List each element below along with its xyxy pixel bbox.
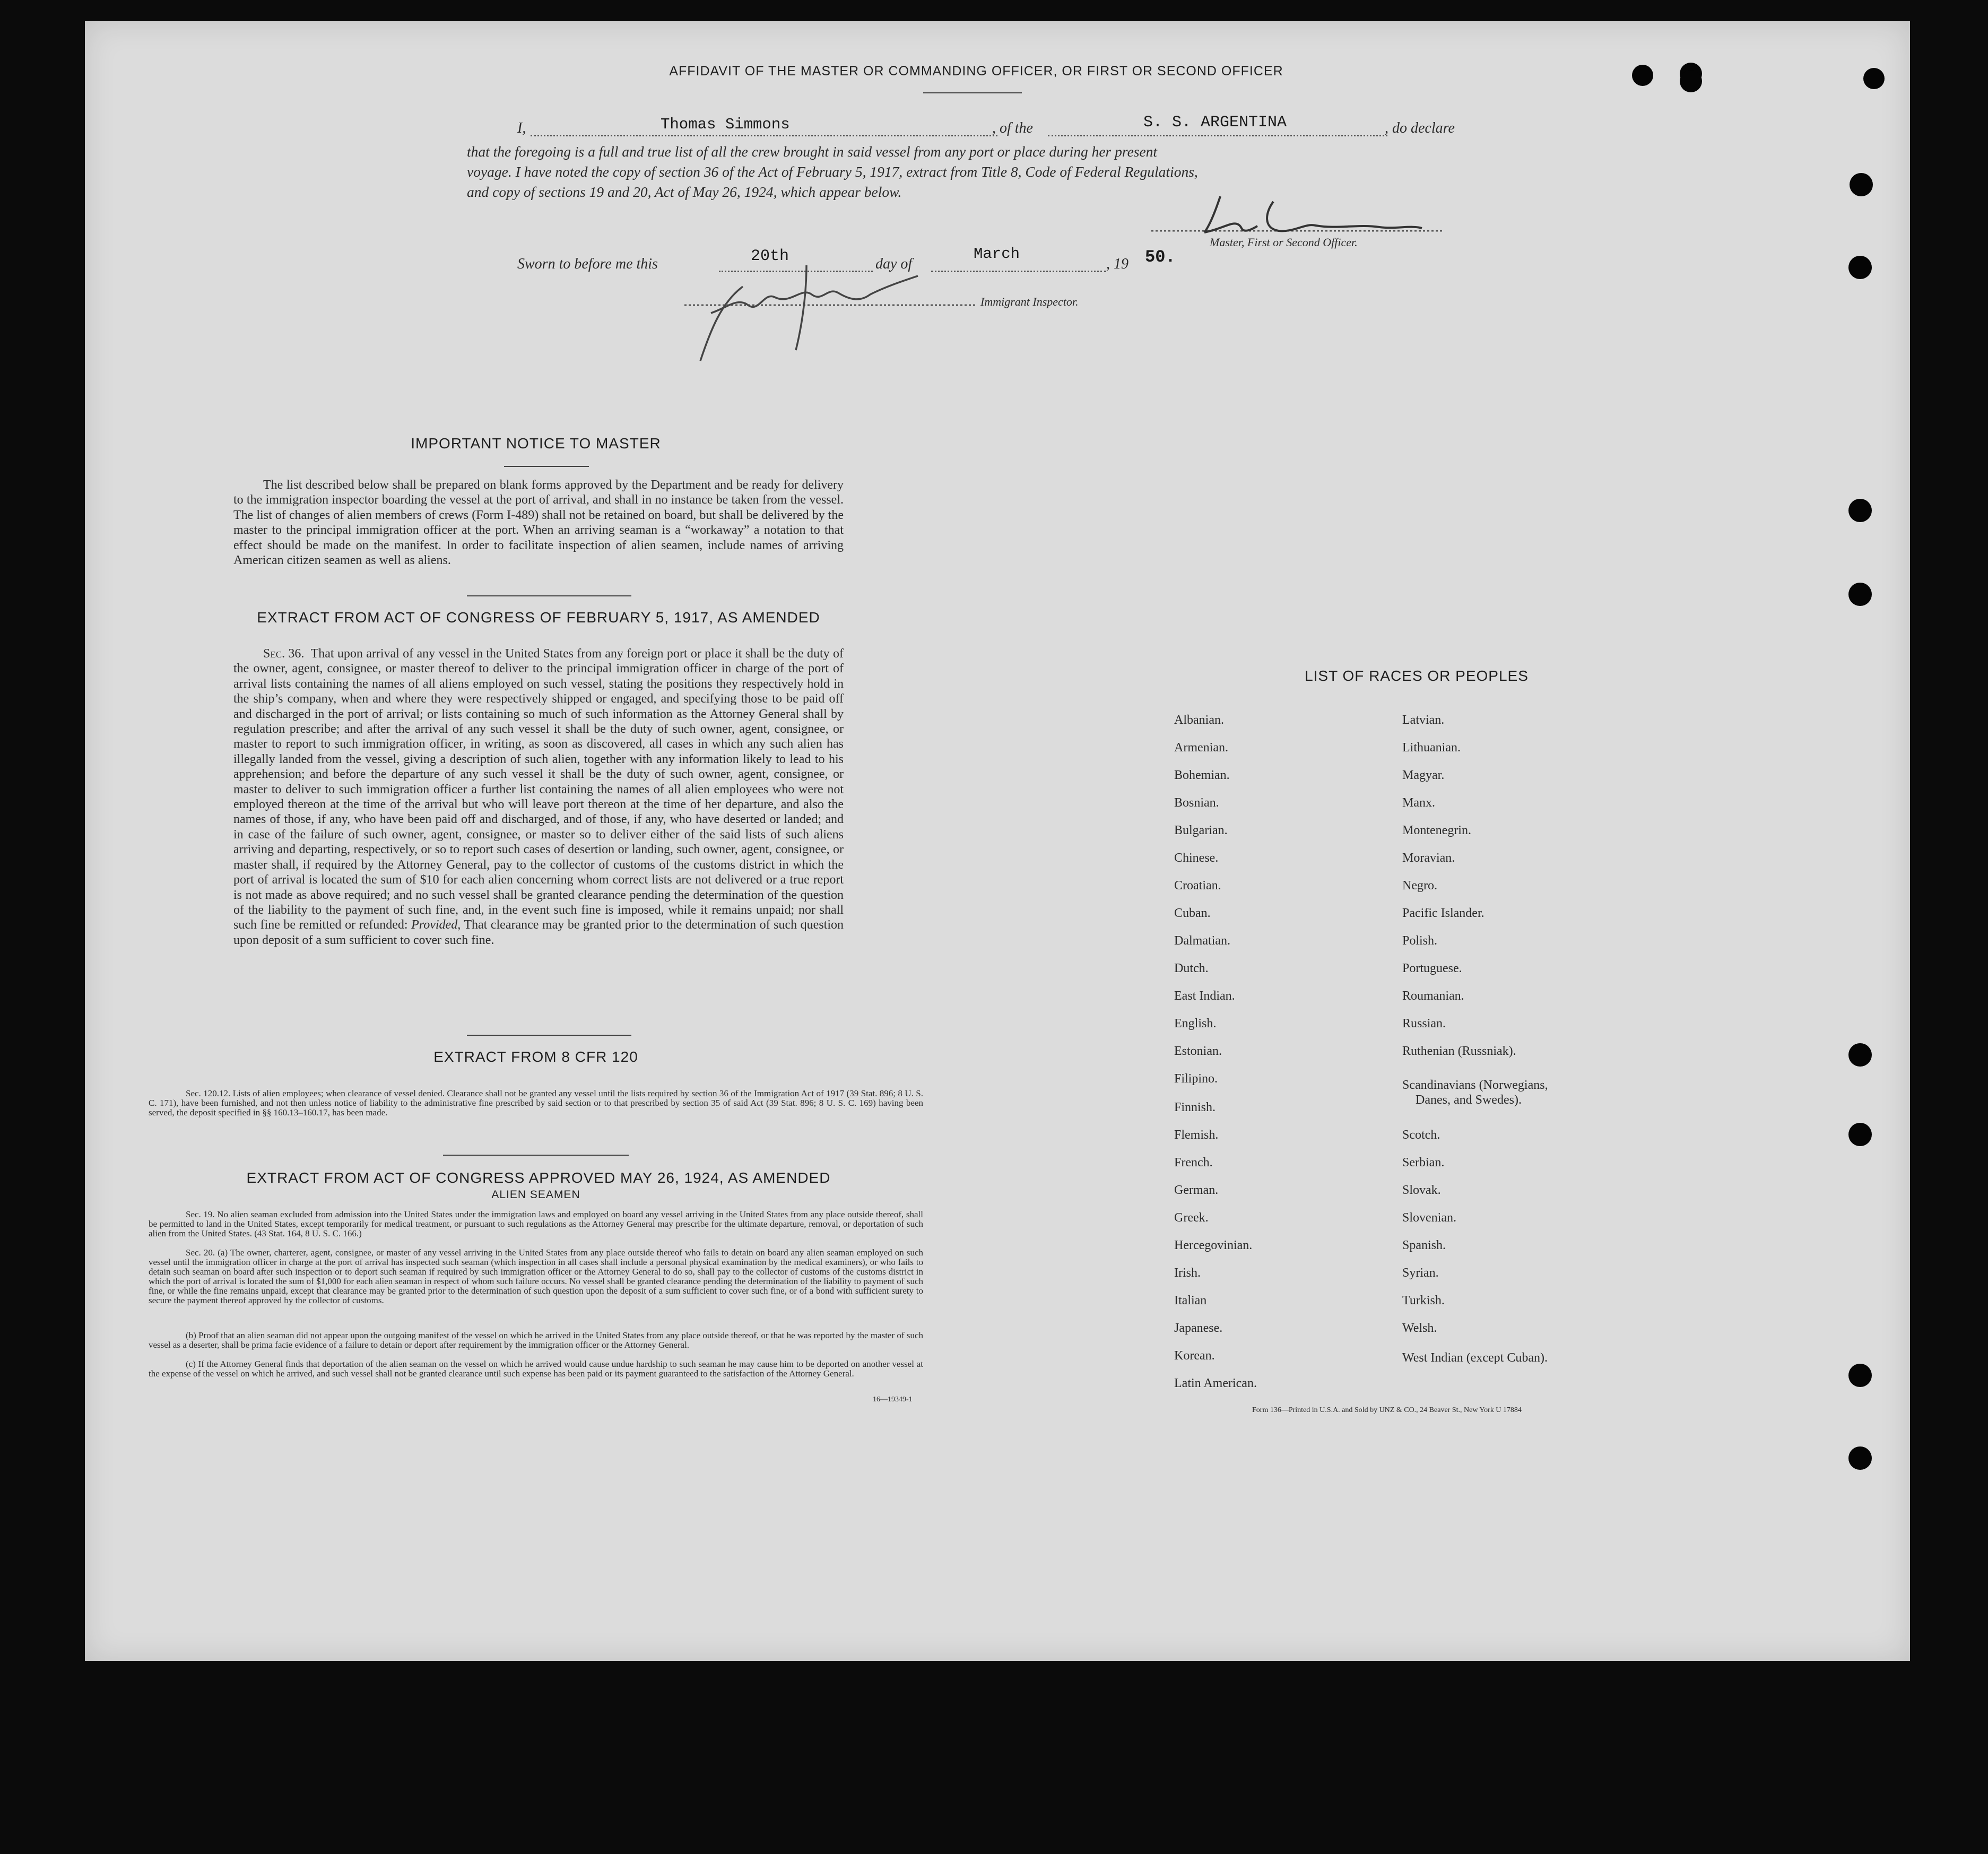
race-item: Latin American. (1174, 1376, 1257, 1390)
master-caption: Master, First or Second Officer. (1210, 236, 1358, 249)
notice-title: IMPORTANT NOTICE TO MASTER (411, 435, 661, 452)
race-item: Filipino. (1174, 1072, 1218, 1086)
day-of-label: day of (875, 256, 913, 272)
punch-hole-icon (1848, 1123, 1872, 1146)
race-item: Greek. (1174, 1211, 1209, 1225)
sworn-label: Sworn to before me this (517, 256, 658, 272)
punch-hole-icon (1848, 583, 1872, 606)
master-name: Thomas Simmons (661, 116, 790, 133)
statement-line-2: voyage. I have noted the copy of section 36 of the Act of February 5, 1917, extract from Title 8, Code of Federal Regulations, (467, 163, 1198, 180)
punch-hole-icon (1848, 1446, 1872, 1470)
sec-36-text: That upon arrival of any vessel in the United States from any foreign port or place it shall be the duty of the owner, agent, consignee, or master thereof to deliver to the principal immigration officer in charge of the port of arrival lists containing the names of all aliens employed on such vessel, stating the positions they respectively hold in the ship’s company, when and where they were respectively shipped or engaged, and specifying those to be paid off and discharged in the port of arrival; or lists containing so much of such information as the Attorney General shall by regulation prescribe; and after the arrival of any such vessel it shall be the duty of such owner, agent, consignee, or master to report to such immigration officer, in writing, as soon as discovered, all cases in which any such alien has illegally landed from the vessel, giving a description of such alien, together with any information likely to lead to his apprehension; and before the departure of any such vessel it shall be the duty of such owner, agent, consignee, or master to deliver to such immigration officer a further list containing the names of all alien employees who were not employed thereon at the time of the arrival but who will leave port thereon at the time of her departure, and also the names of those, if any, who have been paid off and discharged, and of those, if any, who have deserted or landed; and in case of the failure of such owner, agent, consignee, or master so to deliver either of the said lists of such aliens arriving and departing, respectively, or so to report such cases of desertion or landing, such owner, agent, consignee, or master shall, if required by the Attorney General, pay to the collector of customs of the customs district in which the port of arrival is located the sum of $10 for each alien concerning whom correct lists are not delivered or a true report is not made as above required; and no such vessel shall be granted clearance pending the determination of the question of the liability to the payment of such fine, and, in the event such fine is imposed, while it remains unpaid; nor shall such fine be remitted or refunded: (233, 647, 844, 932)
race-item: Flemish. (1174, 1128, 1219, 1142)
form-note: Form 136—Printed in U.S.A. and Sold by UNZ & CO., 24 Beaver St., New York U 17884 (1252, 1406, 1522, 1414)
title-underline (923, 92, 1022, 93)
race-item: Albanian. (1174, 713, 1224, 727)
inspector-signature (679, 244, 976, 371)
race-item: French. (1174, 1156, 1213, 1169)
punch-hole-icon (1850, 173, 1873, 196)
statement-line-3: and copy of sections 19 and 20, Act of May 26, 1924, which appear below. (467, 184, 902, 200)
races-title: LIST OF RACES OR PEOPLES (1305, 668, 1529, 684)
race-item: Danes, and Swedes). (1416, 1093, 1522, 1107)
race-item: Moravian. (1402, 851, 1455, 865)
race-item: Irish. (1174, 1266, 1201, 1280)
cfr-title: EXTRACT FROM 8 CFR 120 (433, 1049, 638, 1065)
race-item: Montenegrin. (1402, 824, 1471, 837)
of-the-label: , of the (992, 120, 1033, 136)
provided-label: Provided, (411, 918, 461, 932)
race-item: Scandinavians (Norwegians, (1402, 1078, 1548, 1092)
sec-36-text-after: That clearance may be granted prior to the determination of such question upon deposit of a sum sufficient to cover such fine. (233, 918, 844, 947)
race-item: Syrian. (1402, 1266, 1439, 1280)
vessel-line (1048, 135, 1387, 136)
race-item: Negro. (1402, 879, 1437, 893)
sworn-month: March (974, 245, 1020, 263)
race-item: Dutch. (1174, 961, 1209, 975)
race-item: Finnish. (1174, 1101, 1216, 1114)
name-line (531, 135, 997, 136)
race-item: Chinese. (1174, 851, 1219, 865)
alien-seamen-subtitle: ALIEN SEAMEN (491, 1189, 580, 1201)
race-item: Russian. (1402, 1017, 1446, 1030)
race-item: Scotch. (1402, 1128, 1440, 1142)
vessel-name: S. S. ARGENTINA (1143, 114, 1287, 132)
i-label: I, (517, 120, 526, 136)
race-item: Latvian. (1402, 713, 1445, 727)
race-item: Bohemian. (1174, 768, 1230, 782)
notice-rule (467, 595, 631, 596)
race-item: Italian (1174, 1294, 1207, 1307)
race-item: East Indian. (1174, 989, 1235, 1003)
cfr-rule (443, 1155, 629, 1156)
race-item: Turkish. (1402, 1294, 1445, 1307)
cfr-text: Sec. 120.12. Lists of alien employees; when clearance of vessel denied. Clearance shall not be granted any vessel until the lists required by section 36 of the Immigration Act of 1917 (39 Stat. 896; 8 U. S. C. 171), have been furnished, and not then unless notice of liability to the administrative fine prescribed by said section or to that prescribed by section 35 of said Act (39 Stat. 896; 8 U. S. C. 169) having been served, the deposit specified in §§ 160.13–160.17, has been made. (149, 1088, 923, 1117)
race-item: Japanese. (1174, 1321, 1223, 1335)
extract-1917-rule (467, 1035, 631, 1036)
race-item: Manx. (1402, 796, 1435, 810)
race-item: Lithuanian. (1402, 741, 1461, 755)
race-item: Spanish. (1402, 1238, 1446, 1252)
race-item: Ruthenian (Russniak). (1402, 1044, 1516, 1058)
notice-underline (504, 466, 589, 467)
race-item: Serbian. (1402, 1156, 1445, 1169)
race-item: Bulgarian. (1174, 824, 1228, 837)
race-item: Roumanian. (1402, 989, 1464, 1003)
master-signature (1146, 180, 1464, 244)
punch-hole-icon (1632, 65, 1653, 86)
notice-text: The list described below shall be prepared on blank forms approved by the Department and be ready for delivery to the immigration inspector boarding the vessel at the port of arrival, and shall in no instance be taken from the vessel. The list of changes of alien members of crews (Form I-489) shall not be retained on board, but shall be delivered by the master to the principal immigration officer at the port. When an arriving seaman is a “workaway” a notation to that effect should be made on the manifest. In order to facilitate inspection of alien seamen, include names of arriving American citizen seamen as well as aliens. (233, 478, 844, 568)
punch-hole-icon (1848, 256, 1872, 279)
punch-hole-icon (1863, 68, 1885, 89)
race-item: Slovak. (1402, 1183, 1441, 1197)
race-item: German. (1174, 1183, 1219, 1197)
do-declare-label: , do declare (1385, 120, 1455, 136)
race-item: Estonian. (1174, 1044, 1222, 1058)
race-item: English. (1174, 1017, 1217, 1030)
race-item: Cuban. (1174, 906, 1211, 920)
extract-1924-title: EXTRACT FROM ACT OF CONGRESS APPROVED MAY 26, 1924, AS AMENDED (246, 1169, 831, 1186)
extract-1917-text (233, 646, 844, 948)
race-item: Welsh. (1402, 1321, 1437, 1335)
sec-20b-text: (b) Proof that an alien seaman did not appear upon the outgoing manifest of the vessel on which he arrived in the United States from any place outside thereof, or that he was reported by the master of such vessel as a deserter, shall be prima facie evidence of a failure to detain or deport after requirement by the immigration officer or the Attorney General. (149, 1330, 923, 1350)
race-item: Armenian. (1174, 741, 1228, 755)
year-suffix: 50. (1145, 247, 1176, 267)
sec-19-text: Sec. 19. No alien seaman excluded from admission into the United States under the immigration laws and employed on board any vessel arriving in the United States from any place outside thereof, shall be permitted to land in the United States, except temporarily for medical treatment, or pursuant to such regulations as the Attorney General may prescribe for the ultimate departure, removal, or deportation of such alien from the United States. (43 Stat. 164, 8 U. S. C. 166.) (149, 1209, 923, 1238)
race-item: Magyar. (1402, 768, 1445, 782)
form-code: 16—19349-1 (873, 1396, 913, 1404)
punch-hole-icon (1680, 70, 1702, 92)
race-item: Portuguese. (1402, 961, 1462, 975)
race-item: Pacific Islander. (1402, 906, 1485, 920)
year-prefix: , 19 (1106, 256, 1128, 272)
race-item: West Indian (except Cuban). (1402, 1351, 1548, 1365)
sec-20c-text: (c) If the Attorney General finds that deportation of the alien seaman on the vessel on which he arrived would cause undue hardship to such seaman he may cause him to be deported on another vessel at the expense of the vessel on which he arrived, and such vessel shall not be granted clearance until such expense has been paid or its payment guaranteed to the satisfaction of the Attorney General. (149, 1359, 923, 1379)
punch-hole-icon (1848, 1364, 1872, 1387)
race-item: Dalmatian. (1174, 934, 1230, 948)
punch-hole-icon (1848, 1043, 1872, 1067)
race-item: Polish. (1402, 934, 1438, 948)
affidavit-title: AFFIDAVIT OF THE MASTER OR COMMANDING OFFICER, OR FIRST OR SECOND OFFICER (669, 64, 1283, 79)
sworn-day: 20th (751, 247, 789, 265)
statement-line-1: that the foregoing is a full and true list of all the crew brought in said vessel from any port or place during her present (467, 143, 1158, 160)
sec-20a-text: Sec. 20. (a) The owner, charterer, agent, consignee, or master of any vessel arriving in the United States from any place outside thereof who fails to detain on board any alien seaman employed on such vessel until the immigration officer in charge at the port of arrival has inspected such seaman (which inspection in all cases shall include a personal physical examination by the medical examiners), or who fails to detain such seaman on board after such inspection or to deport such seaman if required by such immigration officer or the Attorney General to do so, shall pay to the collector of customs of the customs district in which the port of arrival is located the sum of $1,000 for each alien seaman in respect of whom such failure occurs. No vessel shall be granted clearance pending the determination of the liability to payment of such fine, or while the fine remains unpaid, except that clearance may be granted prior to the determination of such question upon the deposit of a sum sufficient to cover such fine, or of a bond with sufficient surety to secure the payment thereof approved by the collector of customs. (149, 1247, 923, 1305)
inspector-caption: Immigrant Inspector. (980, 295, 1079, 308)
race-item: Korean. (1174, 1349, 1215, 1363)
race-item: Bosnian. (1174, 796, 1219, 810)
punch-hole-icon (1848, 499, 1872, 522)
extract-1917-title: EXTRACT FROM ACT OF CONGRESS OF FEBRUARY 5, 1917, AS AMENDED (257, 609, 820, 626)
race-item: Slovenian. (1402, 1211, 1456, 1225)
sec-36-label: Sec. 36. (263, 647, 305, 661)
race-item: Hercegovinian. (1174, 1238, 1253, 1252)
race-item: Croatian. (1174, 879, 1221, 893)
